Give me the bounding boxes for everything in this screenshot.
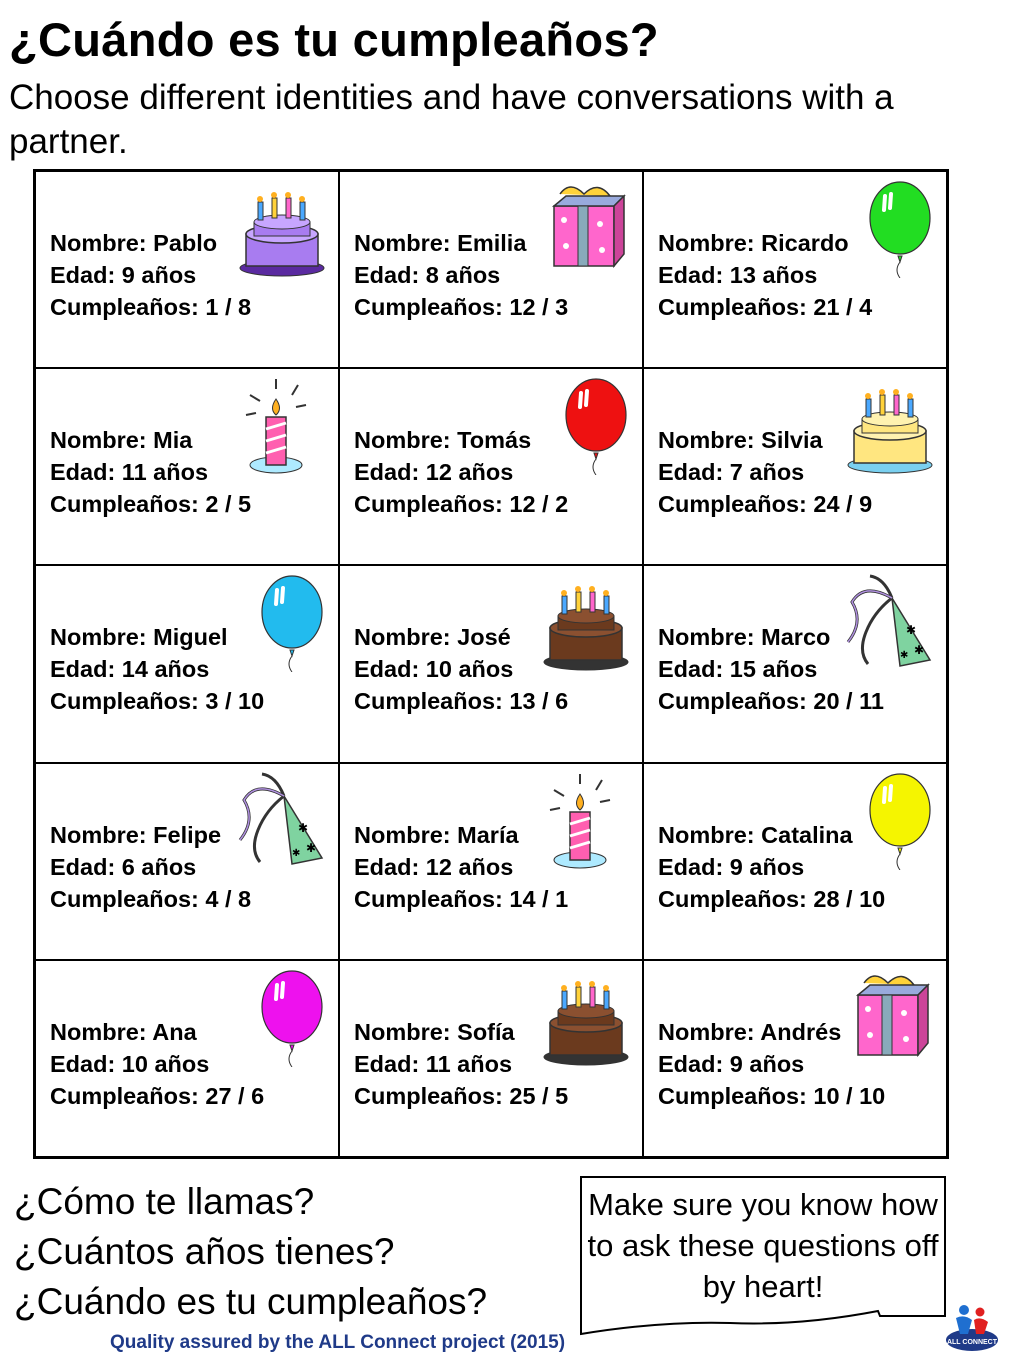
name-label: Nombre: xyxy=(658,230,755,256)
card-info xyxy=(658,621,884,717)
card-info xyxy=(658,819,885,915)
card-birthday: Cumpleaños: 28 / 10 xyxy=(658,885,886,912)
card-name xyxy=(658,621,884,653)
card-name xyxy=(658,819,885,851)
name-label: Nombre: xyxy=(50,230,147,256)
name-value: Sofía xyxy=(457,1018,515,1045)
card-info xyxy=(354,819,568,915)
identity-card xyxy=(35,565,339,762)
identity-card xyxy=(339,565,643,762)
identity-card xyxy=(643,960,947,1157)
card-birthday: Cumpleaños: 2 / 5 xyxy=(50,491,252,518)
name-value: Felipe xyxy=(153,821,222,848)
card-birthday: Cumpleaños: 13 / 6 xyxy=(354,688,569,715)
question-birthday: ¿Cuándo es tu cumpleaños? xyxy=(14,1281,488,1322)
name-value: Silvia xyxy=(761,427,823,454)
identity-card xyxy=(339,171,643,368)
quality-footer: Quality assured by the ALL Connect project (2015) xyxy=(110,1332,566,1353)
card-info xyxy=(658,1016,885,1112)
card-name xyxy=(50,1016,264,1048)
identity-card xyxy=(35,960,339,1157)
card-birthday: Cumpleaños: 4 / 8 xyxy=(50,885,252,912)
card-birthday: Cumpleaños: 24 / 9 xyxy=(658,491,873,518)
svg-text:ALL CONNECT: ALL CONNECT xyxy=(946,1339,998,1346)
card-name xyxy=(354,1016,568,1048)
card-age: Edad: 9 años xyxy=(50,262,197,288)
question-name: ¿Cómo te llamas? xyxy=(14,1181,315,1222)
name-label: Nombre: xyxy=(50,427,147,454)
name-value: Mia xyxy=(153,427,193,454)
card-info xyxy=(658,227,872,323)
name-label: Nombre: xyxy=(354,624,451,651)
instructions: Choose different identities and have conversations with a partner. xyxy=(9,78,894,161)
name-label: Nombre: xyxy=(354,230,451,256)
card-age: Edad: 7 años xyxy=(658,459,805,486)
card-name xyxy=(658,227,872,259)
card-name xyxy=(658,424,872,456)
name-label: Nombre: xyxy=(354,821,451,848)
name-label: Nombre: xyxy=(658,821,755,848)
card-birthday: Cumpleaños: 12 / 3 xyxy=(354,294,569,320)
svg-text:✱: ✱ xyxy=(306,840,317,855)
identity-card xyxy=(339,960,643,1157)
name-value: Andrés xyxy=(760,1018,842,1045)
card-info xyxy=(50,227,251,323)
card-age: Edad: 10 años xyxy=(50,1050,210,1077)
card-age: Edad: 12 años xyxy=(354,459,514,486)
card-info xyxy=(354,424,568,520)
card-name xyxy=(658,1016,885,1048)
card-name xyxy=(354,227,568,259)
card-age: Edad: 13 años xyxy=(658,262,818,288)
card-age: Edad: 12 años xyxy=(354,853,514,880)
card-name xyxy=(50,424,251,456)
card-birthday: Cumpleaños: 27 / 6 xyxy=(50,1082,265,1109)
identity-card xyxy=(339,368,643,565)
identity-card xyxy=(643,565,947,762)
identity-card xyxy=(35,763,339,960)
card-birthday: Cumpleaños: 12 / 2 xyxy=(354,491,569,518)
card-birthday: Cumpleaños: 1 / 8 xyxy=(50,294,252,320)
question-age: ¿Cuántos años tienes? xyxy=(14,1231,395,1272)
name-value: Marco xyxy=(761,624,831,651)
card-age: Edad: 11 años xyxy=(354,1050,513,1077)
name-value: Catalina xyxy=(761,821,853,848)
card-info xyxy=(50,621,264,717)
name-value: Tomás xyxy=(457,427,532,454)
identity-card xyxy=(35,171,339,368)
name-value: Ana xyxy=(152,1018,197,1045)
page-title: ¿Cuándo es tu cumpleaños? xyxy=(9,13,659,66)
card-name xyxy=(354,621,568,653)
name-value: Pablo xyxy=(153,230,218,256)
card-birthday: Cumpleaños: 25 / 5 xyxy=(354,1082,569,1109)
card-age: Edad: 15 años xyxy=(658,656,818,683)
name-label: Nombre: xyxy=(658,624,755,651)
card-info xyxy=(658,424,872,520)
card-birthday: Cumpleaños: 20 / 11 xyxy=(658,688,884,715)
card-name xyxy=(50,819,251,851)
card-info xyxy=(354,1016,568,1112)
card-age: Edad: 9 años xyxy=(658,1050,805,1077)
svg-text:✱: ✱ xyxy=(298,820,309,835)
identity-grid xyxy=(33,169,949,1159)
identity-card xyxy=(35,368,339,565)
identity-card xyxy=(643,368,947,565)
identity-card xyxy=(643,171,947,368)
name-label: Nombre: xyxy=(658,427,755,454)
card-name xyxy=(354,819,568,851)
name-label: Nombre: xyxy=(658,1018,755,1045)
svg-text:✱: ✱ xyxy=(914,643,925,658)
svg-text:✱: ✱ xyxy=(906,623,917,638)
reminder-note xyxy=(580,1176,946,1336)
name-value: Emilia xyxy=(457,230,527,256)
name-label: Nombre: xyxy=(354,1018,451,1045)
card-age: Edad: 8 años xyxy=(354,262,501,288)
identity-card xyxy=(643,763,947,960)
card-name xyxy=(50,227,251,259)
card-name xyxy=(354,424,568,456)
name-value: María xyxy=(457,821,519,848)
card-age: Edad: 14 años xyxy=(50,656,210,683)
card-info xyxy=(354,227,568,323)
card-birthday: Cumpleaños: 10 / 10 xyxy=(658,1082,886,1109)
name-label: Nombre: xyxy=(50,624,147,651)
card-info xyxy=(50,1016,264,1112)
card-info xyxy=(50,424,251,520)
svg-text:✱: ✱ xyxy=(900,650,909,662)
identity-card xyxy=(339,763,643,960)
card-age: Edad: 10 años xyxy=(354,656,514,683)
card-birthday: Cumpleaños: 21 / 4 xyxy=(658,294,873,320)
name-label: Nombre: xyxy=(50,821,147,848)
card-birthday: Cumpleaños: 14 / 1 xyxy=(354,885,569,912)
svg-text:✱: ✱ xyxy=(292,847,301,859)
name-value: José xyxy=(457,624,511,651)
name-value: Miguel xyxy=(153,624,228,651)
card-age: Edad: 9 años xyxy=(658,853,805,880)
card-birthday: Cumpleaños: 3 / 10 xyxy=(50,688,265,715)
all-connect-logo xyxy=(942,1300,1002,1354)
card-age: Edad: 11 años xyxy=(50,459,209,486)
card-name xyxy=(50,621,264,653)
name-value: Ricardo xyxy=(761,230,849,256)
card-age: Edad: 6 años xyxy=(50,853,197,880)
card-info xyxy=(354,621,568,717)
reminder-text: Make sure you know how to ask these questions off by heart! xyxy=(587,1187,939,1304)
card-info xyxy=(50,819,251,915)
name-label: Nombre: xyxy=(354,427,451,454)
questions-list xyxy=(14,1177,487,1327)
name-label: Nombre: xyxy=(50,1018,147,1045)
